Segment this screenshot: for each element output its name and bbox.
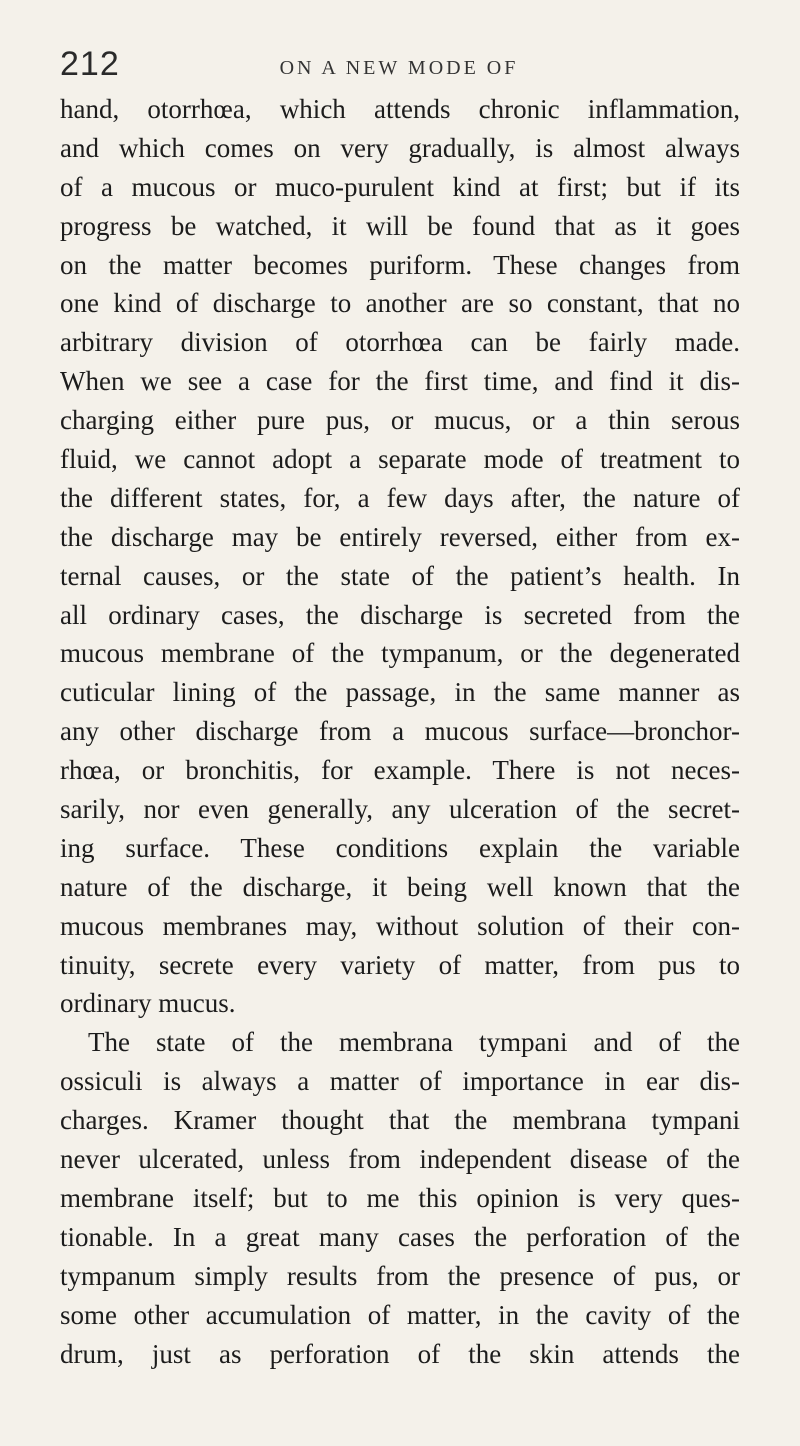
- text-line: and which comes on very gradually, is almost always: [60, 132, 740, 163]
- text-line: never ulcerated, unless from independent disease of the: [60, 1144, 740, 1175]
- text-line: any other discharge from a mucous surface—bronchor-: [60, 716, 740, 747]
- text-line: sarily, nor even generally, any ulceration of the secret-: [60, 794, 740, 825]
- text-line: progress be watched, it will be found that as it goes: [60, 210, 740, 241]
- text-line: tympanum simply results from the presence of pus, or: [60, 1260, 740, 1291]
- text-line: rhœa, or bronchitis, for example. There is not neces-: [60, 755, 740, 786]
- text-line: charging either pure pus, or mucus, or a thin serous: [60, 405, 740, 436]
- text-line: of a mucous or muco-purulent kind at first; but if its: [60, 171, 740, 202]
- text-line: charges. Kramer thought that the membrana tympani: [60, 1105, 740, 1136]
- text-line: all ordinary cases, the discharge is secreted from the: [60, 599, 740, 630]
- text-line: some other accumulation of matter, in the cavity of the: [60, 1299, 740, 1330]
- text-line: ternal causes, or the state of the patient’s health. In: [60, 560, 740, 591]
- page-number: 212: [60, 45, 120, 83]
- paragraph: [60, 90, 740, 1023]
- text-line: ordinary mucus.: [60, 988, 236, 1019]
- text-line: ossiculi is always a matter of importance in ear dis-: [60, 1066, 740, 1097]
- text-line: tinuity, secrete every variety of matter, from pus to: [60, 949, 740, 980]
- text-line: on the matter becomes puriform. These changes from: [60, 249, 740, 280]
- text-line: arbitrary division of otorrhœa can be fairly made.: [60, 327, 740, 358]
- text-line: cuticular lining of the passage, in the same manner as: [60, 677, 740, 708]
- running-title: ON A NEW MODE OF: [279, 57, 519, 79]
- text-line: hand, otorrhœa, which attends chronic inflammation,: [60, 94, 740, 124]
- text-line: tionable. In a great many cases the perforation of the: [60, 1221, 740, 1252]
- running-head: [60, 44, 738, 94]
- paragraph: [60, 1023, 740, 1373]
- body-text: [60, 90, 740, 1373]
- text-line: nature of the discharge, it being well known that the: [60, 871, 740, 902]
- text-line: the different states, for, a few days after, the nature of: [60, 482, 740, 513]
- text-line: The state of the membrana tympani and of the: [88, 1027, 740, 1058]
- text-line: mucous membrane of the tympanum, or the degenerated: [60, 638, 740, 669]
- text-line: When we see a case for the first time, and find it dis-: [60, 366, 740, 397]
- text-line: the discharge may be entirely reversed, either from ex-: [60, 521, 740, 552]
- text-line: ing surface. These conditions explain the variable: [60, 832, 740, 863]
- text-line: membrane itself; but to me this opinion is very ques-: [60, 1182, 740, 1213]
- text-line: mucous membranes may, without solution of their con-: [60, 910, 740, 941]
- text-line: fluid, we cannot adopt a separate mode of treatment to: [60, 444, 740, 475]
- text-line: one kind of discharge to another are so constant, that no: [60, 288, 740, 319]
- text-line: drum, just as perforation of the skin attends the: [60, 1338, 740, 1369]
